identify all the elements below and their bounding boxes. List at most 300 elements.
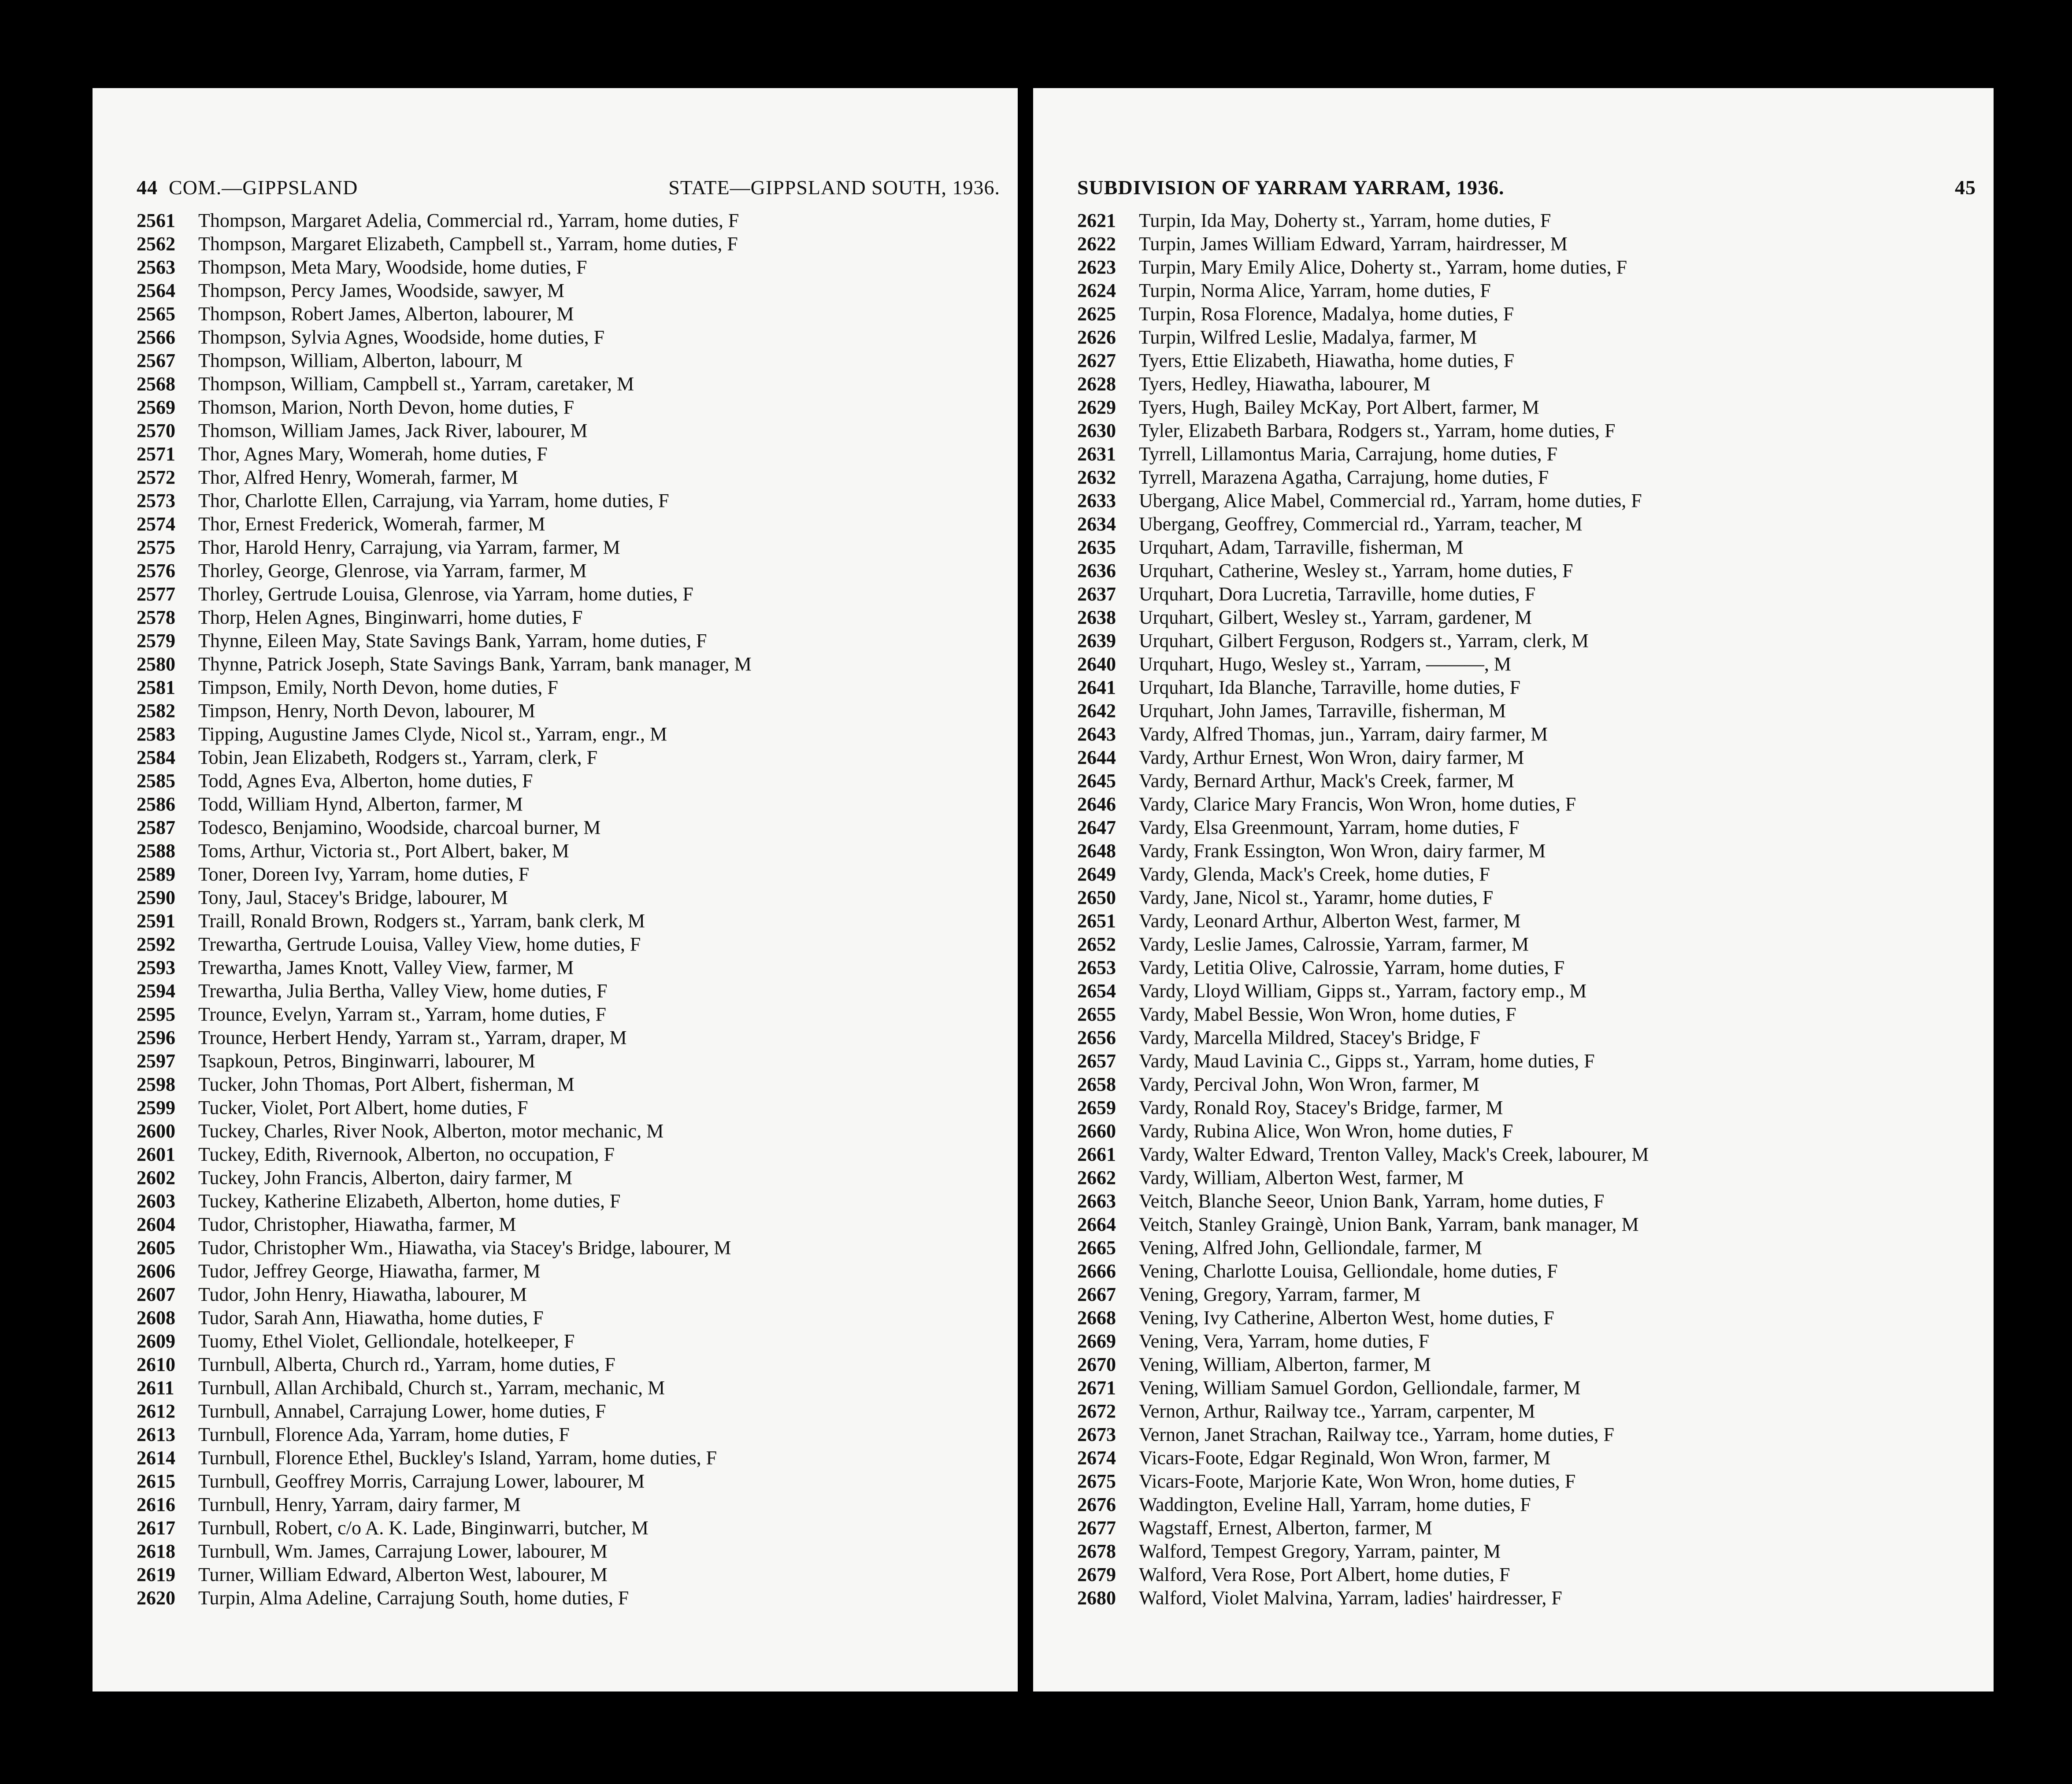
left-roll-entries (137, 209, 1000, 1610)
entry-text: Vardy, Alfred Thomas, jun., Yarram, dairy farmer, M (1139, 723, 1548, 745)
entry-text: Urquhart, Dora Lucretia, Tarraville, home duties, F (1139, 583, 1536, 605)
roll-entry (137, 582, 1000, 606)
entry-text: Vening, William, Alberton, farmer, M (1139, 1354, 1431, 1375)
roll-entry (137, 1049, 1000, 1073)
roll-entry (137, 1283, 1000, 1306)
entry-number: 2592 (137, 933, 175, 955)
entry-number: 2650 (1077, 887, 1116, 908)
entry-text: Vardy, Frank Essington, Won Wron, dairy farmer, M (1139, 840, 1546, 862)
entry-text: Trewartha, Gertrude Louisa, Valley View, home duties, F (198, 933, 641, 955)
entry-number: 2562 (137, 233, 175, 255)
entry-number: 2668 (1077, 1307, 1116, 1329)
entry-text: Vardy, Leonard Arthur, Alberton West, farmer, M (1139, 910, 1521, 932)
entry-text: Tyrrell, Lillamontus Maria, Carrajung, home duties, F (1139, 443, 1558, 465)
entry-text: Veitch, Stanley Graingè, Union Bank, Yarram, bank manager, M (1139, 1214, 1639, 1235)
entry-number: 2622 (1077, 233, 1116, 255)
entry-number: 2671 (1077, 1377, 1116, 1399)
entry-text: Urquhart, Gilbert, Wesley st., Yarram, gardener, M (1139, 607, 1532, 628)
entry-number: 2598 (137, 1073, 175, 1095)
entry-number: 2672 (1077, 1400, 1116, 1422)
roll-entry (1077, 699, 1976, 722)
roll-entry (137, 442, 1000, 466)
entry-number: 2666 (1077, 1260, 1116, 1282)
entry-number: 2596 (137, 1027, 175, 1048)
entry-text: Turpin, Norma Alice, Yarram, home duties, F (1139, 280, 1491, 301)
entry-number: 2599 (137, 1097, 175, 1118)
roll-entry (1077, 1283, 1976, 1306)
entry-number: 2607 (137, 1284, 175, 1305)
entry-text: Trewartha, James Knott, Valley View, farmer, M (198, 957, 574, 978)
entry-text: Thorley, Gertrude Louisa, Glenrose, via Yarram, home duties, F (198, 583, 693, 605)
entry-text: Tudor, Christopher Wm., Hiawatha, via Stacey's Bridge, labourer, M (198, 1237, 731, 1258)
roll-entry (137, 606, 1000, 629)
roll-entry (1077, 746, 1976, 769)
roll-entry (137, 1259, 1000, 1283)
roll-entry (1077, 1189, 1976, 1213)
entry-text: Vardy, Glenda, Mack's Creek, home duties, F (1139, 863, 1490, 885)
entry-number: 2630 (1077, 420, 1116, 441)
entry-text: Vardy, Letitia Olive, Calrossie, Yarram, home duties, F (1139, 957, 1565, 978)
entry-number: 2669 (1077, 1330, 1116, 1352)
entry-text: Vardy, Lloyd William, Gipps st., Yarram, factory emp., M (1139, 980, 1587, 1002)
entry-text: Turnbull, Wm. James, Carrajung Lower, labourer, M (198, 1540, 608, 1562)
roll-entry (137, 1003, 1000, 1026)
roll-entry (1077, 1376, 1976, 1399)
roll-entry (137, 419, 1000, 442)
left-page-header (137, 167, 1000, 208)
entry-text: Turnbull, Annabel, Carrajung Lower, home duties, F (198, 1400, 606, 1422)
entry-text: Toms, Arthur, Victoria st., Port Albert, baker, M (198, 840, 569, 862)
entry-number: 2645 (1077, 770, 1116, 792)
entry-text: Toner, Doreen Ivy, Yarram, home duties, F (198, 863, 530, 885)
entry-number: 2605 (137, 1237, 175, 1258)
roll-entry (137, 1119, 1000, 1143)
entry-text: Thor, Charlotte Ellen, Carrajung, via Yarram, home duties, F (198, 490, 669, 511)
entry-number: 2625 (1077, 303, 1116, 325)
entry-text: Thor, Ernest Frederick, Womerah, farmer, M (198, 513, 545, 535)
roll-entry (1077, 1166, 1976, 1189)
roll-entry (137, 839, 1000, 862)
entry-number: 2680 (1077, 1587, 1116, 1609)
entry-number: 2635 (1077, 537, 1116, 558)
entry-text: Thorley, George, Glenrose, via Yarram, farmer, M (198, 560, 587, 581)
roll-entry (1077, 956, 1976, 979)
roll-entry (1077, 862, 1976, 886)
roll-entry (137, 1329, 1000, 1353)
roll-entry (1077, 372, 1976, 396)
entry-text: Tyler, Elizabeth Barbara, Rodgers st., Yarram, home duties, F (1139, 420, 1616, 441)
entry-text: Thompson, Robert James, Alberton, labourer, M (198, 303, 574, 325)
roll-entry (1077, 1073, 1976, 1096)
entry-text: Todd, Agnes Eva, Alberton, home duties, F (198, 770, 533, 792)
left-page (93, 88, 1018, 1691)
entry-number: 2561 (137, 210, 175, 231)
entry-number: 2566 (137, 326, 175, 348)
roll-entry (1077, 792, 1976, 816)
entry-number: 2572 (137, 466, 175, 488)
entry-text: Walford, Tempest Gregory, Yarram, painter, M (1139, 1540, 1501, 1562)
entry-number: 2642 (1077, 700, 1116, 722)
entry-number: 2676 (1077, 1494, 1116, 1515)
entry-number: 2563 (137, 256, 175, 278)
roll-entry (1077, 582, 1976, 606)
entry-number: 2654 (1077, 980, 1116, 1002)
entry-text: Turpin, Alma Adeline, Carrajung South, home duties, F (198, 1587, 629, 1609)
entry-text: Timpson, Emily, North Devon, home duties, F (198, 677, 558, 698)
roll-entry (137, 302, 1000, 326)
roll-entry (137, 326, 1000, 349)
entry-text: Tuckey, Edith, Rivernook, Alberton, no occupation, F (198, 1144, 615, 1165)
roll-entry (137, 1586, 1000, 1610)
entry-text: Trounce, Herbert Hendy, Yarram st., Yarram, draper, M (198, 1027, 627, 1048)
roll-entry (137, 652, 1000, 676)
entry-text: Tsapkoun, Petros, Binginwarri, labourer, M (198, 1050, 536, 1072)
roll-entry (137, 1166, 1000, 1189)
roll-entry (1077, 1003, 1976, 1026)
entry-number: 2636 (1077, 560, 1116, 581)
entry-number: 2640 (1077, 653, 1116, 675)
roll-entry (137, 909, 1000, 933)
entry-text: Vardy, Jane, Nicol st., Yaramr, home duties, F (1139, 887, 1494, 908)
entry-number: 2616 (137, 1494, 175, 1515)
entry-text: Vardy, Maud Lavinia C., Gipps st., Yarram, home duties, F (1139, 1050, 1595, 1072)
roll-entry (137, 699, 1000, 722)
entry-number: 2594 (137, 980, 175, 1002)
roll-entry (137, 1540, 1000, 1563)
roll-entry (1077, 396, 1976, 419)
roll-entry (137, 349, 1000, 372)
roll-entry (1077, 1493, 1976, 1516)
entry-number: 2659 (1077, 1097, 1116, 1118)
entry-text: Vardy, Rubina Alice, Won Wron, home duties, F (1139, 1120, 1513, 1142)
entry-text: Vernon, Janet Strachan, Railway tce., Yarram, home duties, F (1139, 1424, 1614, 1445)
entry-number: 2569 (137, 396, 175, 418)
entry-number: 2611 (137, 1377, 174, 1399)
entry-text: Tucker, Violet, Port Albert, home duties, F (198, 1097, 528, 1118)
entry-number: 2673 (1077, 1424, 1116, 1445)
entry-text: Vening, Ivy Catherine, Alberton West, home duties, F (1139, 1307, 1554, 1329)
roll-entry (137, 232, 1000, 255)
roll-entry (137, 1236, 1000, 1259)
roll-entry (1077, 1446, 1976, 1469)
entry-text: Tudor, Sarah Ann, Hiawatha, home duties, F (198, 1307, 544, 1329)
roll-entry (137, 1399, 1000, 1423)
entry-number: 2631 (1077, 443, 1116, 465)
entry-text: Vening, William Samuel Gordon, Gelliondale, farmer, M (1139, 1377, 1581, 1399)
entry-number: 2667 (1077, 1284, 1116, 1305)
entry-text: Tyers, Ettie Elizabeth, Hiawatha, home duties, F (1139, 350, 1515, 371)
entry-text: Vardy, Clarice Mary Francis, Won Wron, home duties, F (1139, 793, 1576, 815)
entry-number: 2646 (1077, 793, 1116, 815)
roll-entry (137, 1493, 1000, 1516)
entry-text: Urquhart, Gilbert Ferguson, Rodgers st., Yarram, clerk, M (1139, 630, 1589, 651)
roll-entry (1077, 559, 1976, 582)
entry-text: Turnbull, Geoffrey Morris, Carrajung Lower, labourer, M (198, 1470, 645, 1492)
entry-text: Urquhart, Ida Blanche, Tarraville, home duties, F (1139, 677, 1521, 698)
right-page (1033, 88, 1994, 1691)
entry-text: Thor, Alfred Henry, Womerah, farmer, M (198, 466, 519, 488)
entry-text: Urquhart, Hugo, Wesley st., Yarram, ———, M (1139, 653, 1512, 675)
roll-entry (137, 722, 1000, 746)
entry-text: Vardy, Elsa Greenmount, Yarram, home duties, F (1139, 817, 1520, 838)
entry-text: Turner, William Edward, Alberton West, labourer, M (198, 1564, 608, 1585)
roll-entry (1077, 722, 1976, 746)
roll-entry (1077, 536, 1976, 559)
entry-number: 2658 (1077, 1073, 1116, 1095)
entry-text: Thor, Agnes Mary, Womerah, home duties, F (198, 443, 548, 465)
entry-text: Tudor, John Henry, Hiawatha, labourer, M (198, 1284, 527, 1305)
roll-entry (1077, 1329, 1976, 1353)
entry-number: 2571 (137, 443, 175, 465)
roll-entry (1077, 419, 1976, 442)
roll-entry (1077, 442, 1976, 466)
roll-entry (137, 396, 1000, 419)
entry-text: Walford, Vera Rose, Port Albert, home duties, F (1139, 1564, 1510, 1585)
right-page-number: 45 (1955, 176, 1976, 199)
entry-text: Ubergang, Alice Mabel, Commercial rd., Yarram, home duties, F (1139, 490, 1642, 511)
entry-number: 2649 (1077, 863, 1116, 885)
roll-entry (1077, 886, 1976, 909)
entry-text: Tuckey, Charles, River Nook, Alberton, motor mechanic, M (198, 1120, 664, 1142)
entry-number: 2644 (1077, 747, 1116, 768)
entry-number: 2664 (1077, 1214, 1116, 1235)
roll-entry (1077, 1236, 1976, 1259)
entry-text: Waddington, Eveline Hall, Yarram, home duties, F (1139, 1494, 1531, 1515)
entry-text: Thomson, Marion, North Devon, home duties, F (198, 396, 575, 418)
roll-entry (1077, 1026, 1976, 1049)
roll-entry (1077, 629, 1976, 652)
entry-number: 2587 (137, 817, 175, 838)
entry-number: 2661 (1077, 1144, 1116, 1165)
roll-entry (137, 466, 1000, 489)
entry-number: 2576 (137, 560, 175, 581)
entry-number: 2662 (1077, 1167, 1116, 1188)
entry-number: 2575 (137, 537, 175, 558)
entry-number: 2602 (137, 1167, 175, 1188)
roll-entry (1077, 1540, 1976, 1563)
entry-number: 2656 (1077, 1027, 1116, 1048)
entry-text: Turpin, Wilfred Leslie, Madalya, farmer, M (1139, 326, 1477, 348)
entry-number: 2570 (137, 420, 175, 441)
entry-text: Tipping, Augustine James Clyde, Nicol st., Yarram, engr., M (198, 723, 667, 745)
roll-entry (1077, 1119, 1976, 1143)
roll-entry (1077, 676, 1976, 699)
roll-entry (137, 769, 1000, 792)
roll-entry (137, 979, 1000, 1003)
entry-text: Thomson, William James, Jack River, labourer, M (198, 420, 588, 441)
roll-entry (137, 1213, 1000, 1236)
roll-entry (137, 1026, 1000, 1049)
right-header-title: SUBDIVISION OF YARRAM YARRAM, 1936. (1077, 176, 1505, 199)
entry-number: 2617 (137, 1517, 175, 1539)
roll-entry (137, 1096, 1000, 1119)
entry-number: 2633 (1077, 490, 1116, 511)
entry-number: 2629 (1077, 396, 1116, 418)
entry-text: Tudor, Christopher, Hiawatha, farmer, M (198, 1214, 516, 1235)
entry-number: 2567 (137, 350, 175, 371)
roll-entry (1077, 1469, 1976, 1493)
entry-text: Vening, Alfred John, Gelliondale, farmer, M (1139, 1237, 1483, 1258)
roll-entry (137, 1143, 1000, 1166)
entry-text: Tuckey, Katherine Elizabeth, Alberton, home duties, F (198, 1190, 621, 1212)
roll-entry (137, 559, 1000, 582)
entry-text: Walford, Violet Malvina, Yarram, ladies' hairdresser, F (1139, 1587, 1562, 1609)
roll-entry (1077, 839, 1976, 862)
roll-entry (1077, 1049, 1976, 1073)
entry-number: 2619 (137, 1564, 175, 1585)
entry-text: Tyers, Hugh, Bailey McKay, Port Albert, farmer, M (1139, 396, 1539, 418)
entry-number: 2606 (137, 1260, 175, 1282)
entry-text: Turnbull, Henry, Yarram, dairy farmer, M (198, 1494, 521, 1515)
entry-number: 2584 (137, 747, 175, 768)
entry-number: 2657 (1077, 1050, 1116, 1072)
entry-text: Thorp, Helen Agnes, Binginwarri, home duties, F (198, 607, 583, 628)
entry-number: 2643 (1077, 723, 1116, 745)
entry-text: Turpin, Mary Emily Alice, Doherty st., Yarram, home duties, F (1139, 256, 1627, 278)
entry-text: Tucker, John Thomas, Port Albert, fisherman, M (198, 1073, 575, 1095)
entry-number: 2677 (1077, 1517, 1116, 1539)
entry-number: 2652 (1077, 933, 1116, 955)
entry-text: Tuomy, Ethel Violet, Gelliondale, hotelkeeper, F (198, 1330, 575, 1352)
entry-number: 2648 (1077, 840, 1116, 862)
entry-number: 2639 (1077, 630, 1116, 651)
entry-text: Turnbull, Allan Archibald, Church st., Yarram, mechanic, M (198, 1377, 665, 1399)
entry-number: 2585 (137, 770, 175, 792)
entry-text: Vardy, Bernard Arthur, Mack's Creek, farmer, M (1139, 770, 1514, 792)
entry-number: 2564 (137, 280, 175, 301)
entry-number: 2578 (137, 607, 175, 628)
entry-text: Urquhart, Catherine, Wesley st., Yarram, home duties, F (1139, 560, 1573, 581)
roll-entry (1077, 909, 1976, 933)
entry-number: 2670 (1077, 1354, 1116, 1375)
entry-text: Thompson, William, Alberton, labourr, M (198, 350, 523, 371)
roll-entry (137, 255, 1000, 279)
roll-entry (1077, 1259, 1976, 1283)
entry-text: Vening, Vera, Yarram, home duties, F (1139, 1330, 1430, 1352)
entry-number: 2660 (1077, 1120, 1116, 1142)
roll-entry (1077, 326, 1976, 349)
roll-entry (1077, 1423, 1976, 1446)
entry-text: Turnbull, Alberta, Church rd., Yarram, home duties, F (198, 1354, 615, 1375)
entry-number: 2601 (137, 1144, 175, 1165)
entry-text: Trounce, Evelyn, Yarram st., Yarram, home duties, F (198, 1003, 606, 1025)
roll-entry (137, 1516, 1000, 1540)
roll-entry (1077, 1516, 1976, 1540)
entry-number: 2647 (1077, 817, 1116, 838)
roll-entry (137, 372, 1000, 396)
roll-entry (137, 1189, 1000, 1213)
roll-entry (1077, 1586, 1976, 1610)
roll-entry (1077, 489, 1976, 512)
roll-entry (137, 1073, 1000, 1096)
roll-entry (137, 629, 1000, 652)
entry-number: 2621 (1077, 210, 1116, 231)
entry-number: 2595 (137, 1003, 175, 1025)
entry-number: 2565 (137, 303, 175, 325)
entry-text: Vardy, Mabel Bessie, Won Wron, home duties, F (1139, 1003, 1516, 1025)
entry-text: Thor, Harold Henry, Carrajung, via Yarram, farmer, M (198, 537, 620, 558)
entry-text: Vardy, Walter Edward, Trenton Valley, Mack's Creek, labourer, M (1139, 1144, 1649, 1165)
entry-number: 2593 (137, 957, 175, 978)
entry-text: Thompson, Margaret Adelia, Commercial rd., Yarram, home duties, F (198, 210, 739, 231)
entry-text: Turpin, Rosa Florence, Madalya, home duties, F (1139, 303, 1514, 325)
roll-entry (137, 536, 1000, 559)
roll-entry (137, 1306, 1000, 1329)
entry-text: Thompson, Meta Mary, Woodside, home duties, F (198, 256, 587, 278)
roll-entry (137, 676, 1000, 699)
entry-number: 2674 (1077, 1447, 1116, 1469)
roll-entry (1077, 1143, 1976, 1166)
roll-entry (137, 1353, 1000, 1376)
entry-number: 2634 (1077, 513, 1116, 535)
roll-entry (137, 512, 1000, 536)
entry-text: Ubergang, Geoffrey, Commercial rd., Yarram, teacher, M (1139, 513, 1583, 535)
entry-number: 2620 (137, 1587, 175, 1609)
entry-number: 2678 (1077, 1540, 1116, 1562)
entry-number: 2665 (1077, 1237, 1116, 1258)
entry-text: Todd, William Hynd, Alberton, farmer, M (198, 793, 523, 815)
roll-entry (1077, 1399, 1976, 1423)
entry-number: 2632 (1077, 466, 1116, 488)
entry-text: Vardy, Marcella Mildred, Stacey's Bridge, F (1139, 1027, 1480, 1048)
entry-text: Vardy, Arthur Ernest, Won Wron, dairy farmer, M (1139, 747, 1524, 768)
entry-number: 2591 (137, 910, 175, 932)
entry-number: 2612 (137, 1400, 175, 1422)
entry-text: Vardy, Ronald Roy, Stacey's Bridge, farmer, M (1139, 1097, 1503, 1118)
roll-entry (1077, 933, 1976, 956)
entry-number: 2600 (137, 1120, 175, 1142)
entry-text: Turpin, Ida May, Doherty st., Yarram, home duties, F (1139, 210, 1551, 231)
entry-text: Thompson, Percy James, Woodside, sawyer, M (198, 280, 564, 301)
entry-text: Vicars-Foote, Marjorie Kate, Won Wron, home duties, F (1139, 1470, 1576, 1492)
entry-text: Turpin, James William Edward, Yarram, hairdresser, M (1139, 233, 1568, 255)
roll-entry (1077, 302, 1976, 326)
entry-number: 2675 (1077, 1470, 1116, 1492)
roll-entry (137, 1469, 1000, 1493)
entry-text: Veitch, Blanche Seeor, Union Bank, Yarram, home duties, F (1139, 1190, 1605, 1212)
roll-entry (1077, 1306, 1976, 1329)
roll-entry (137, 956, 1000, 979)
entry-text: Turnbull, Florence Ada, Yarram, home duties, F (198, 1424, 570, 1445)
entry-number: 2679 (1077, 1564, 1116, 1585)
entry-text: Thynne, Eileen May, State Savings Bank, Yarram, home duties, F (198, 630, 707, 651)
roll-entry (137, 489, 1000, 512)
entry-text: Wagstaff, Ernest, Alberton, farmer, M (1139, 1517, 1432, 1539)
entry-text: Thompson, Margaret Elizabeth, Campbell st., Yarram, home duties, F (198, 233, 738, 255)
entry-number: 2641 (1077, 677, 1116, 698)
roll-entry (137, 746, 1000, 769)
entry-number: 2586 (137, 793, 175, 815)
entry-text: Trewartha, Julia Bertha, Valley View, home duties, F (198, 980, 608, 1002)
entry-number: 2580 (137, 653, 175, 675)
roll-entry (1077, 232, 1976, 255)
entry-text: Thynne, Patrick Joseph, State Savings Bank, Yarram, bank manager, M (198, 653, 752, 675)
entry-text: Vernon, Arthur, Railway tce., Yarram, carpenter, M (1139, 1400, 1535, 1422)
entry-number: 2573 (137, 490, 175, 511)
right-page-header (1077, 167, 1976, 208)
roll-entry (137, 1376, 1000, 1399)
roll-entry (1077, 1096, 1976, 1119)
entry-text: Thompson, Sylvia Agnes, Woodside, home duties, F (198, 326, 605, 348)
roll-entry (1077, 209, 1976, 232)
entry-number: 2637 (1077, 583, 1116, 605)
entry-number: 2568 (137, 373, 175, 395)
roll-entry (1077, 769, 1976, 792)
roll-entry (137, 862, 1000, 886)
roll-entry (137, 1446, 1000, 1469)
entry-number: 2653 (1077, 957, 1116, 978)
entry-number: 2597 (137, 1050, 175, 1072)
